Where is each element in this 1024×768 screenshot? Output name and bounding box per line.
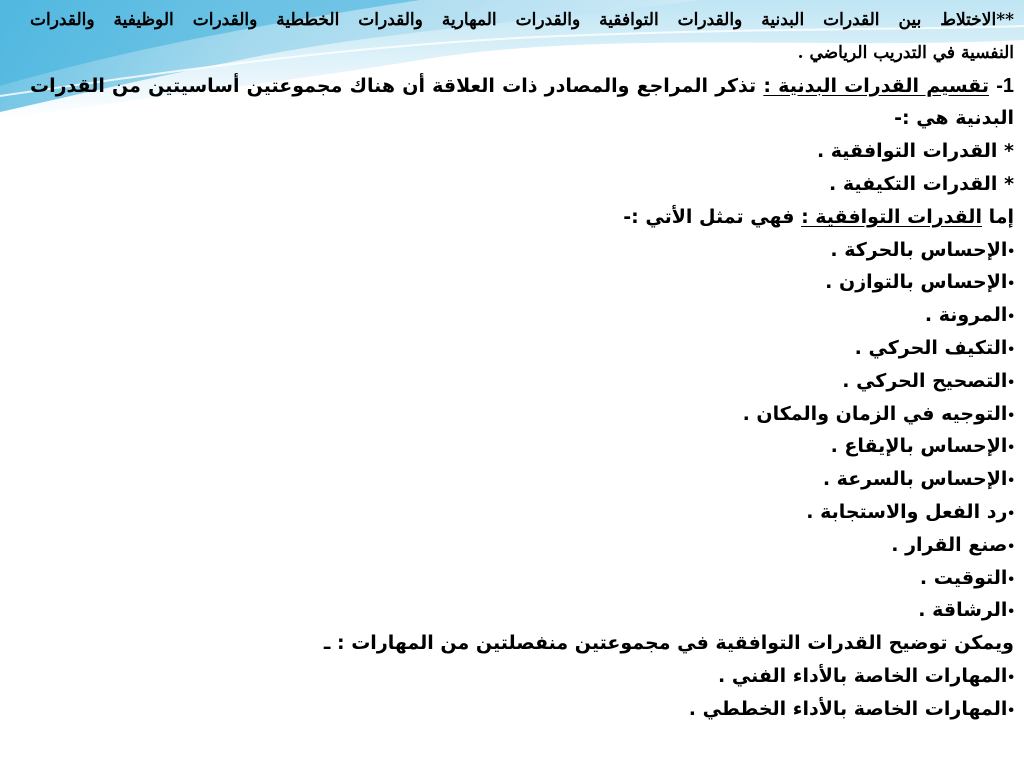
group-item (30, 135, 1014, 168)
list-item-text: التوقيت . (919, 566, 1008, 589)
coordination-suffix: فهي تمثل الأتي :- (623, 205, 795, 228)
coordination-prefix: إما (988, 205, 1014, 228)
list-item (30, 234, 1014, 267)
list-item (30, 693, 1014, 726)
list-item-text: صنع القرار . (891, 533, 1008, 556)
bullet-icon: • (1008, 275, 1014, 293)
list-item (30, 430, 1014, 463)
coordination-heading: القدرات التوافقية : (801, 205, 982, 228)
list-item-text: رد الفعل والاستجابة . (806, 500, 1008, 523)
list-item (30, 562, 1014, 595)
list-item (30, 365, 1014, 398)
bullet-icon: • (1008, 439, 1014, 457)
bullet-icon: • (1008, 537, 1014, 555)
title-line-1 (30, 4, 1014, 37)
list-item-text: الرشاقة . (918, 599, 1008, 622)
bullet-icon: • (1008, 668, 1014, 686)
list-item (30, 496, 1014, 529)
bullet-icon: • (1008, 340, 1014, 358)
list-item (30, 299, 1014, 332)
list-item-text: المهارات الخاصة بالأداء الخططي . (688, 697, 1008, 720)
title-line-2 (30, 37, 1014, 70)
bullet-icon: • (1008, 373, 1014, 391)
bullet-icon: • (1008, 701, 1014, 719)
list-item-text: الإحساس بالإيقاع . (830, 435, 1008, 458)
bullet-icon: • (1008, 603, 1014, 621)
section-text: تذكر المراجع والمصادر ذات العلاقة أن هناك مجموعتين أساسيتين من القدرات (30, 74, 757, 97)
list-item-text: المرونة . (924, 304, 1008, 327)
list-item (30, 463, 1014, 496)
group-item (30, 168, 1014, 201)
slide-content (30, 4, 1014, 726)
list-item (30, 266, 1014, 299)
coordination-heading-line (30, 201, 1014, 234)
list-item (30, 594, 1014, 627)
title-text: **الاختلاط بين القدرات البدنية والقدرات التوافقية والقدرات المهارية والقدرات الخططية والقدرات الوظيفية والقدرات (30, 10, 1014, 30)
list-item (30, 529, 1014, 562)
list-item (30, 398, 1014, 431)
bullet-icon: • (1008, 308, 1014, 326)
list-item (30, 332, 1014, 365)
list-item-text: الإحساس بالسرعة . (822, 468, 1008, 491)
bullet-icon: • (1008, 242, 1014, 260)
list-item-text: التوجيه في الزمان والمكان . (742, 402, 1008, 425)
section-heading: تقسيم القدرات البدنية : (763, 74, 989, 97)
bullet-icon: • (1008, 570, 1014, 588)
list-item-text: التكيف الحركي . (854, 336, 1008, 359)
section-text-continued: البدنية هي :- (894, 107, 1014, 130)
list-item-text: المهارات الخاصة بالأداء الفني . (718, 664, 1008, 687)
list-item-text: الإحساس بالتوازن . (825, 271, 1008, 294)
list-item-text: التصحيح الحركي . (842, 369, 1008, 392)
skills-intro-text: ويمكن توضيح القدرات التوافقية في مجموعتين منفصلتين من المهارات : ـ (323, 632, 1014, 655)
bullet-icon: • (1008, 504, 1014, 522)
bullet-icon: • (1008, 472, 1014, 490)
title-text-continued: النفسية في التدريب الرياضي . (797, 42, 1014, 63)
section-number: 1- (996, 74, 1014, 97)
list-item (30, 660, 1014, 693)
list-item-text: الإحساس بالحركة . (830, 238, 1008, 261)
section-1-line-2 (30, 102, 1014, 135)
bullet-icon: • (1008, 406, 1014, 424)
group-item-text: * القدرات التوافقية . (816, 140, 1014, 163)
section-1-line-1 (30, 70, 1014, 103)
group-item-text: * القدرات التكيفية . (829, 172, 1014, 195)
skills-intro-line (30, 627, 1014, 660)
